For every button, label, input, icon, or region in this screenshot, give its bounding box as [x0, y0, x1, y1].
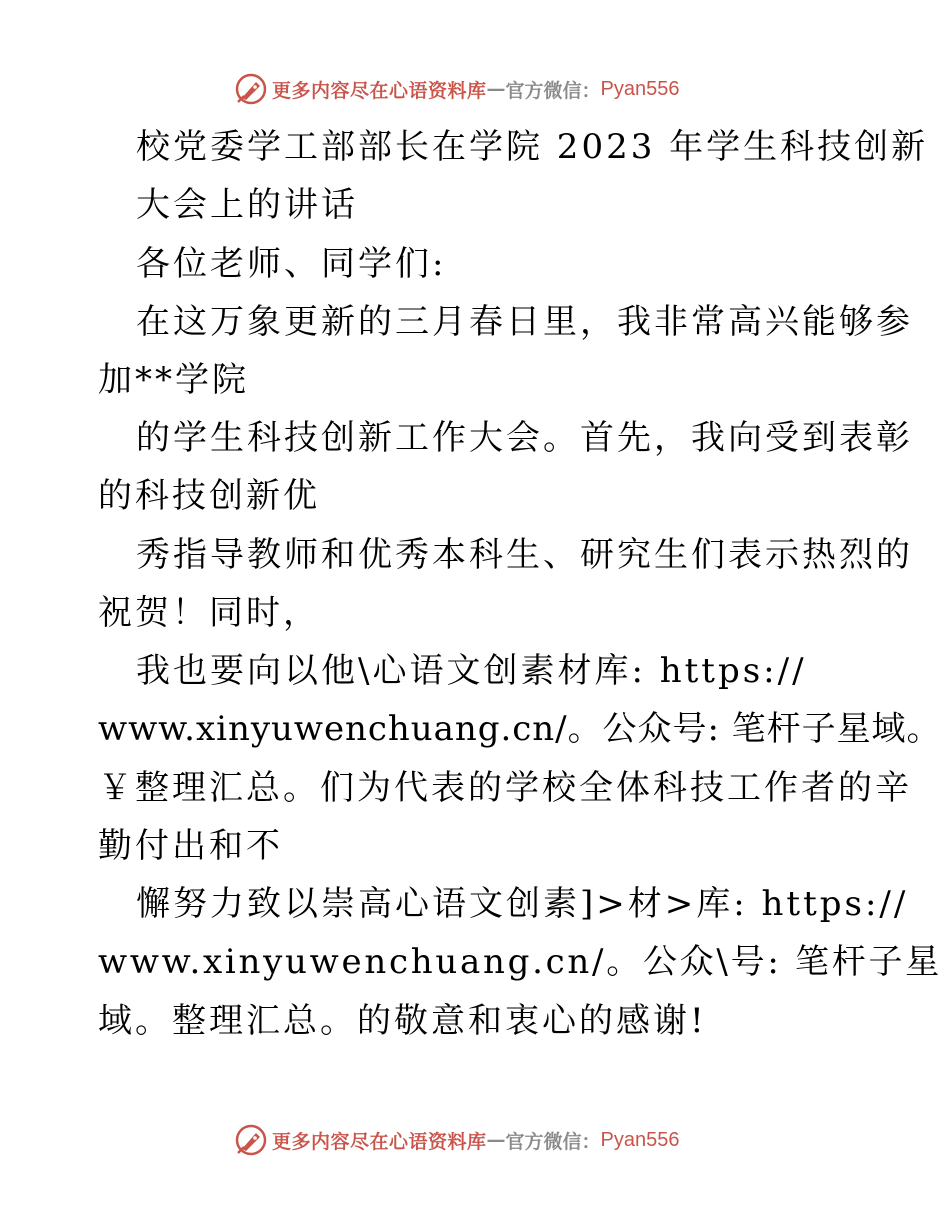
paragraph-4-line-2: www.xinyuwenchuang.cn/。公众号: 笔杆子星域。: [98, 709, 942, 749]
pen-nib-logo-icon: [234, 72, 268, 106]
banner-dash: —: [486, 78, 506, 100]
paragraph-1-line-1: 在这万象更新的三月春日里，我非常高兴能够参: [136, 302, 913, 342]
paragraph-2-line-1: 的学生科技创新工作大会。首先，我向受到表彰: [136, 418, 913, 458]
banner-dash: —: [486, 1129, 506, 1151]
paragraph-1-line-2: 加**学院: [98, 360, 249, 400]
banner-wechat-id: Pyan556: [600, 77, 680, 100]
banner-main-text: 更多内容尽在心语资料库: [272, 1130, 487, 1153]
paragraph-4-line-3: ￥整理汇总。们为代表的学校全体科技工作者的辛: [98, 768, 912, 808]
header-banner: [234, 72, 714, 106]
banner-wechat-id: Pyan556: [600, 1128, 680, 1151]
paragraph-3-line-2: 祝贺！同时，: [98, 593, 320, 633]
banner-official-label: 官方微信：: [505, 79, 601, 102]
paragraph-5-line-3: 域。整理汇总。的敬意和衷心的感谢!: [98, 1001, 707, 1041]
greeting: 各位老师、同学们:: [136, 244, 447, 284]
banner-main-text: 更多内容尽在心语资料库: [272, 79, 487, 102]
paragraph-4-line-1: 我也要向以他\心语文创素材库: https://: [136, 651, 807, 691]
paragraph-5-line-2: www.xinyuwenchuang.cn/。公众\号: 笔杆子星: [98, 942, 942, 982]
paragraph-4-line-4: 勤付出和不: [98, 826, 283, 866]
title-line-1: 校党委学工部部长在学院 2023 年学生科技创新: [136, 127, 929, 167]
footer-banner: [234, 1123, 714, 1157]
pen-nib-logo-icon: [234, 1123, 268, 1157]
paragraph-5-line-1: 懈努力致以崇高心语文创素]>材>库: https://: [136, 884, 909, 924]
banner-official-label: 官方微信：: [505, 1130, 601, 1153]
paragraph-2-line-2: 的科技创新优: [98, 476, 320, 516]
paragraph-3-line-1: 秀指导教师和优秀本科生、研究生们表示热烈的: [136, 535, 913, 575]
title-line-2: 大会上的讲话: [136, 185, 358, 225]
